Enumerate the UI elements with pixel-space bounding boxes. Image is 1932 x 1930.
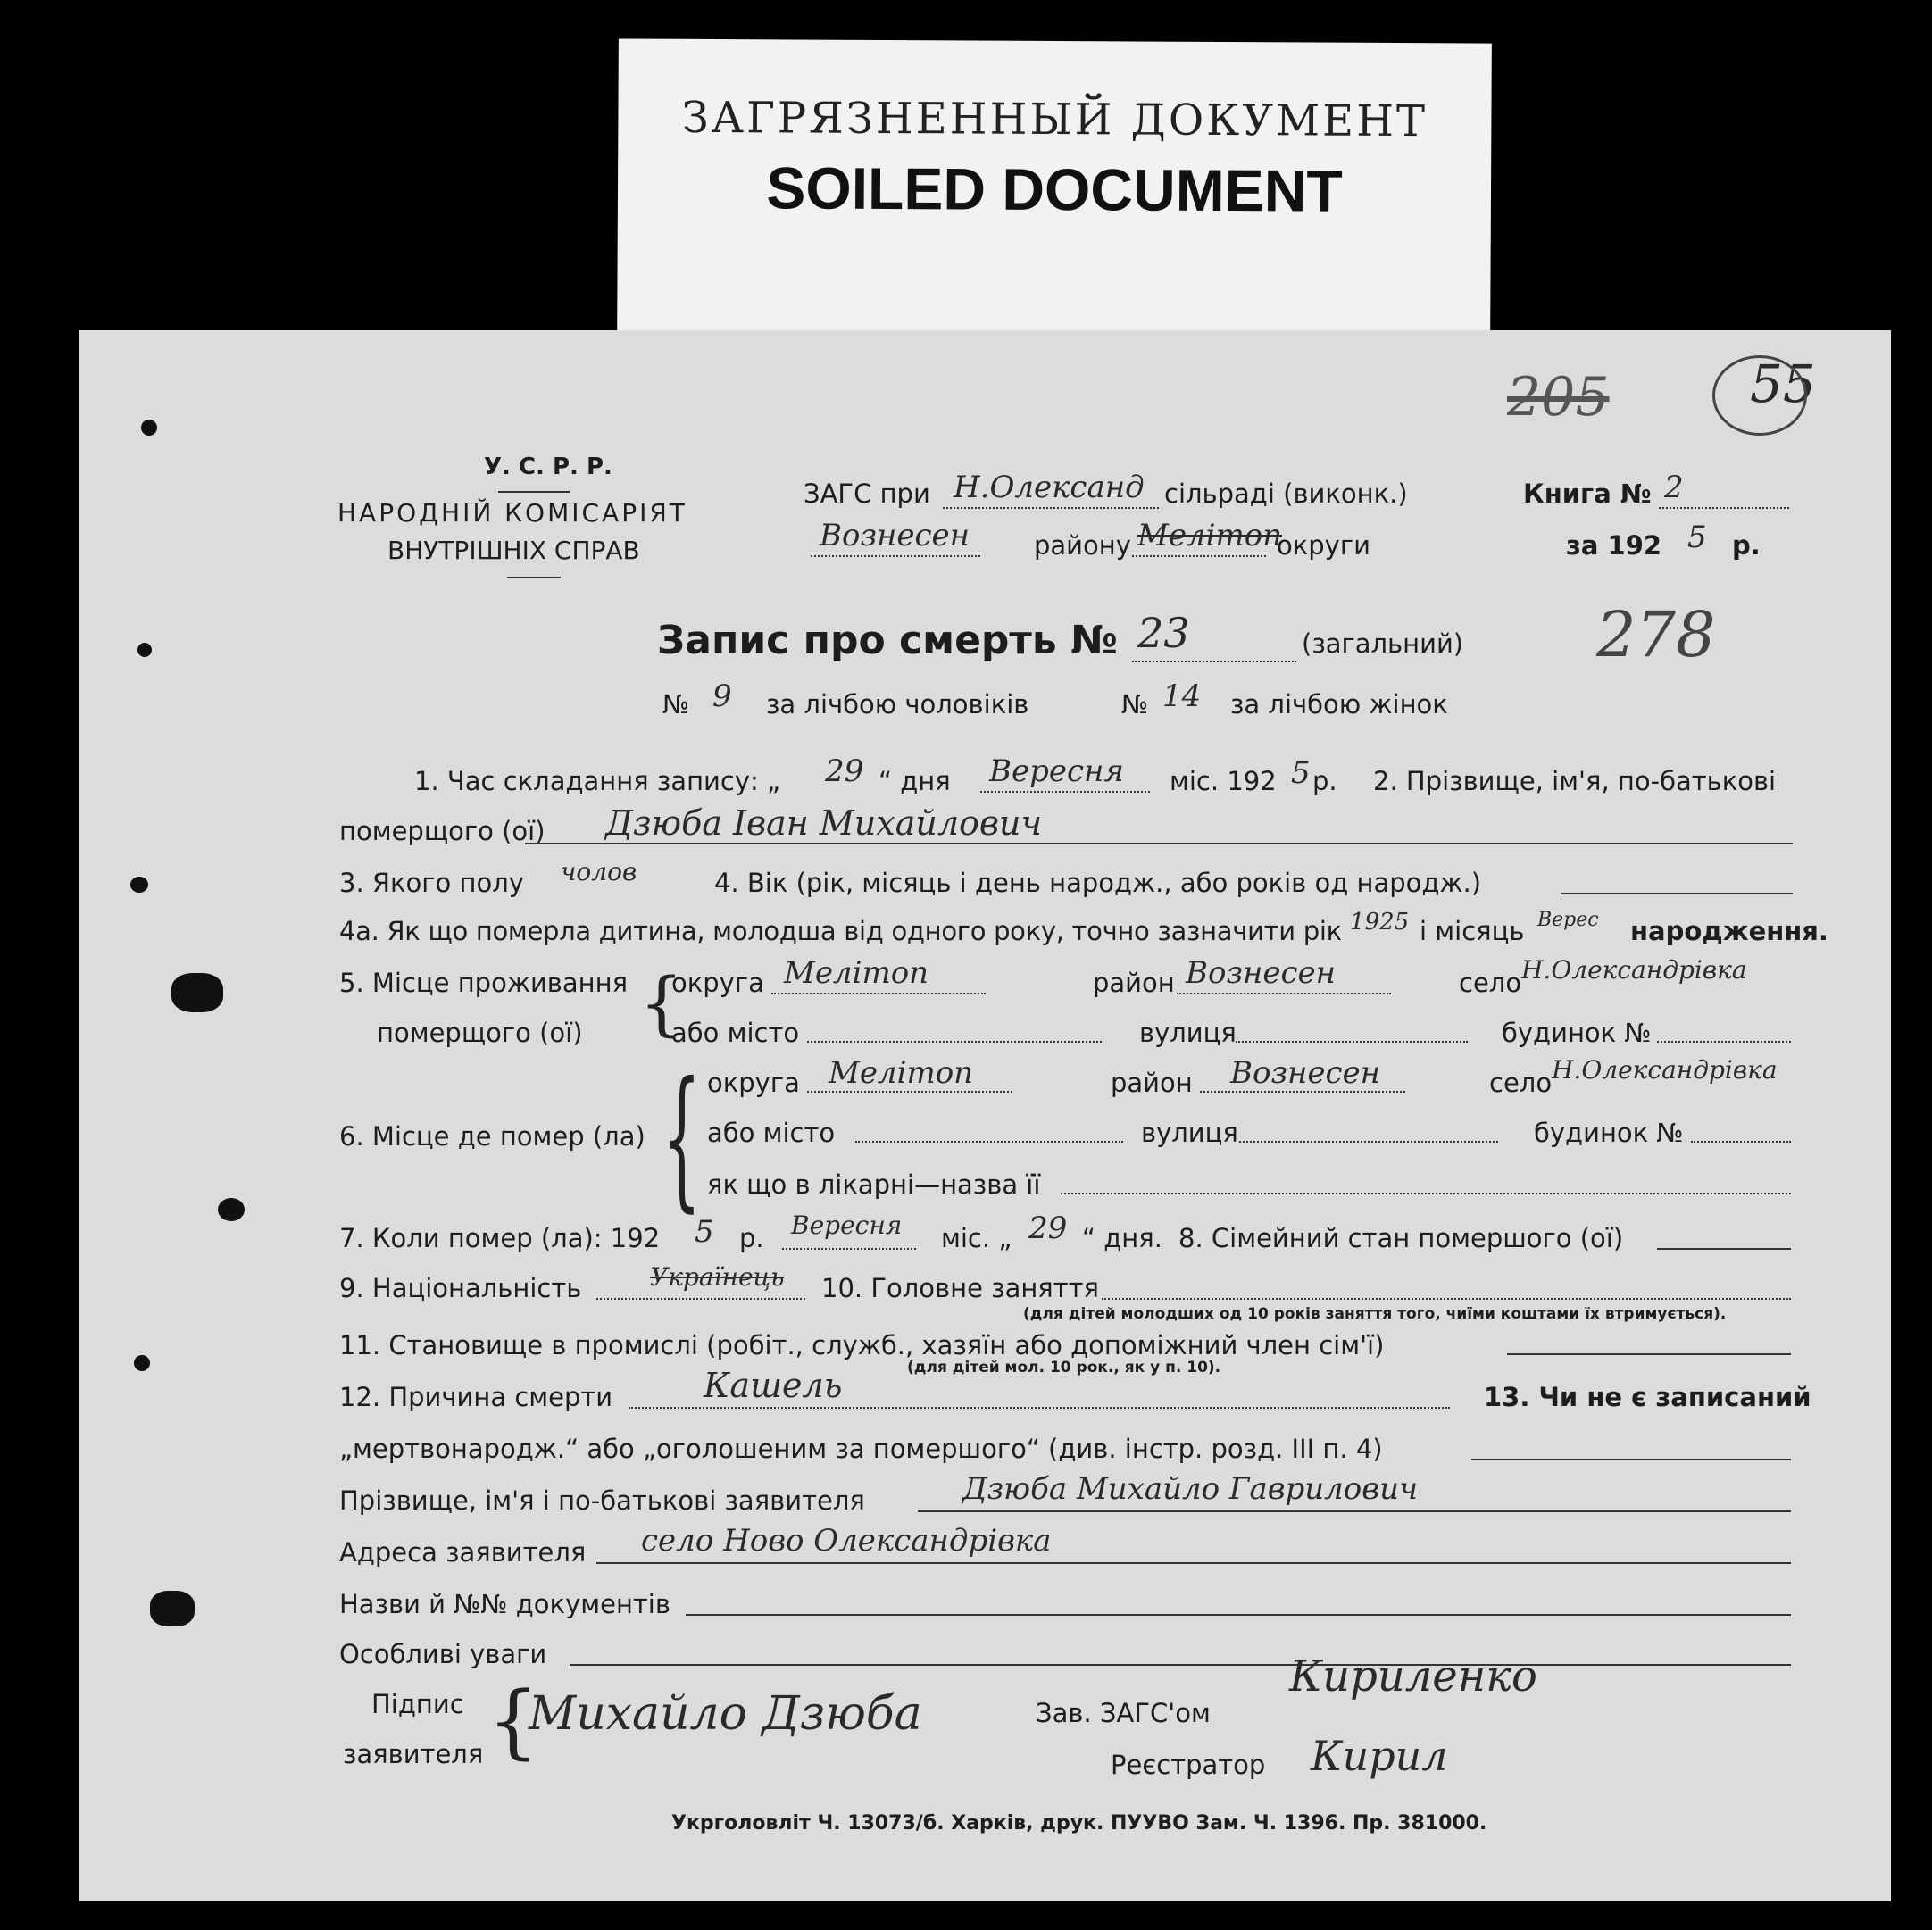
archive-number-struck: 205 [1507,366,1610,428]
blank-line [1657,1041,1791,1043]
blank-line [1507,1353,1791,1355]
documents-label: Назви й №№ документів [339,1589,670,1619]
f6-rayon: Вознесен [1230,1055,1381,1091]
zags-suffix: сільраді (виконк.) [1164,478,1408,509]
f5-okrug: Мелітоп [784,955,929,991]
blank-line [570,1664,1791,1666]
blank-line [1659,507,1789,509]
f6-rayon-label: район [1111,1068,1193,1098]
district-label: району [1034,530,1131,561]
f7-day: 29 [1028,1210,1068,1246]
male-prefix: № [662,689,690,720]
male-label: за лічбою чоловіків [766,689,1029,720]
female-number: 14 [1162,678,1202,714]
f5-label-2: померщого (ої) [377,1018,583,1048]
f10-note: (для дітей молодших од 10 років заняття того, чиїми коштами їх втримується). [1023,1305,1727,1323]
f1-mid: “ дня [879,766,951,796]
okrug-label: округи [1277,530,1370,561]
f5-rayon-label: район [1093,968,1175,998]
damage-spot [171,973,223,1012]
label-english: SOILED DOCUMENT [766,154,1343,224]
male-number: 9 [712,678,732,714]
f4a-month: Верес [1537,909,1599,931]
f7-month: Вересня [791,1210,903,1240]
archive-number-top: 55 [1750,354,1816,414]
f4a-mid: і місяць [1420,916,1525,946]
blank-line [686,1614,1791,1616]
f5-label: 5. Місце проживання [339,968,629,998]
f7-year: 5 [695,1214,714,1250]
f2-value: Дзюба Іван Михайлович [605,803,1043,843]
record-number: 23 [1137,609,1190,657]
f3-label: 3. Якого полу [339,868,524,898]
punch-hole [134,1355,150,1371]
blank-line [943,507,1159,509]
f2-label-2: померщого (ої) [339,816,545,846]
blank-line [1239,1141,1498,1143]
blank-line [980,791,1150,793]
f9-label: 9. Національність [339,1273,582,1303]
archive-number-circle [1712,355,1807,436]
f5-selo: Н.Олександрівка [1521,955,1747,985]
zags-prefix: ЗАГС при [804,478,930,509]
blank-line [1061,1193,1791,1194]
f12-note: (для дітей мол. 10 рок., як у п. 10). [907,1359,1221,1377]
f13-label: 13. Чи не є записаний [1484,1382,1811,1412]
head-label: Зав. ЗАГС'ом [1036,1698,1211,1728]
brace: { [639,964,684,1044]
punch-hole [141,420,157,436]
f2-label: 2. Прізвище, ім'я, по-батькові [1373,766,1777,796]
divider [498,491,570,493]
blank-line [1561,893,1793,894]
f13-label-2: „мертвонародж.“ або „оголошеним за помершого“ (див. інстр. розд. III п. 4) [339,1434,1383,1464]
f12-label: 12. Причина смерти [339,1382,613,1412]
soiled-document-label [617,38,1492,343]
blank-line [596,1298,805,1300]
blank-line [1236,1041,1468,1043]
record-title: Запис про смерть № [657,618,1118,663]
f1-end: р. [1312,766,1337,796]
f5-misto-label: або місто [671,1018,800,1048]
f10-label: 10. Головне заняття [821,1273,1099,1303]
signature-label: Підпис [371,1689,464,1719]
f6-label: 6. Місце де помер (ла) [339,1121,645,1152]
punch-hole [130,877,148,893]
book-label: Книга № [1523,478,1652,509]
blank-line [629,1407,1450,1409]
declarant-value: Дзюба Михайло Гаврилович [962,1471,1419,1507]
f12-value: Кашель [704,1366,843,1405]
archive-number-side: 278 [1596,598,1716,671]
year-label: за 192 [1566,530,1662,561]
blank-line [855,1141,1123,1143]
f5-okrug-label: округа [671,968,764,998]
death-record-form [79,330,1891,1901]
district-value: Вознесен [820,518,970,553]
notes-label: Особливі уваги [339,1639,547,1669]
zags-village: Н.Олександ [954,470,1145,505]
f1-year: 5 [1291,755,1311,791]
f6-okrug: Мелітоп [829,1055,974,1091]
printer-imprint: Укрголовліт Ч. 13073/б. Харків, друк. ПУУВО Зам. Ч. 1396. Пр. 381000. [671,1812,1487,1834]
blank-line [811,555,980,557]
year-value: 5 [1687,520,1707,555]
blank-line [782,1248,916,1250]
header-commissariat: НАРОДНІЙ КОМІСАРІЯТ [337,498,687,528]
female-prefix: № [1121,689,1149,720]
f4-label: 4. Вік (рік, місяць і день народж., або років од народж.) [714,868,1482,898]
blank-line [525,843,1793,844]
f4a-end: народження. [1630,916,1828,946]
declarant-signature: Михайло Дзюба [529,1687,922,1741]
brace: { [487,1675,539,1768]
f1-day: 29 [825,753,864,789]
blank-line [1471,1459,1791,1460]
divider [507,577,561,578]
f6-misto-label: або місто [707,1118,836,1148]
blank-line [1132,661,1296,662]
address-label: Адреса заявителя [339,1537,587,1568]
header-ussr: У. С. Р. Р. [484,453,612,480]
record-general-label: (загальний) [1302,628,1464,659]
blank-line [1132,555,1266,557]
f1-month: Вересня [989,753,1124,789]
damage-spot [150,1591,195,1626]
f6-house-label: будинок № [1534,1118,1684,1148]
year-suffix: р. [1732,530,1761,561]
f7-mis: міс. „ [941,1223,1012,1253]
declarant-label: Прізвище, ім'я і по-батькові заявителя [339,1485,865,1516]
f5-house-label: будинок № [1502,1018,1652,1048]
registrar-label: Реєстратор [1111,1750,1266,1780]
f1-year-label: міс. 192 [1170,766,1277,796]
blank-line [807,1091,1012,1093]
blank-line [918,1510,1791,1512]
f6-selo: Н.Олександрівка [1552,1055,1778,1085]
f5-selo-label: село [1459,968,1522,998]
f5-rayon: Вознесен [1186,955,1337,991]
blank-line [596,1562,1791,1564]
punch-hole [218,1198,245,1221]
okrug-value: Мелітоп [1137,518,1283,553]
head-signature: Кириленко [1289,1651,1537,1701]
header-commissariat-2: ВНУТРІШНІХ СПРАВ [387,536,640,565]
f5-street-label: вулиця [1139,1018,1237,1048]
address-value: село Ново Олександрівка [641,1523,1052,1559]
f8-label: 8. Сімейний стан помершого (ої) [1178,1223,1624,1253]
blank-line [771,993,986,994]
blank-line [1177,993,1391,994]
registrar-signature: Кирил [1311,1732,1448,1780]
f6-street-label: вулиця [1141,1118,1238,1148]
f7-r: р. [739,1223,764,1253]
f9-value: Українець [650,1262,785,1292]
female-label: за лічбою жінок [1230,689,1448,720]
blank-line [1200,1091,1405,1093]
f6-selo-label: село [1489,1068,1553,1098]
f6-okrug-label: округа [707,1068,800,1098]
f6-hospital-label: як що в лікарні—назва її [707,1169,1041,1200]
label-russian: ЗАГРЯЗНЕННЫЙ ДОКУМЕНТ [681,92,1428,147]
blank-line [1102,1298,1791,1300]
f7-dnia: “ дня. [1082,1223,1162,1253]
f7-label: 7. Коли помер (ла): 192 [339,1223,661,1253]
blank-line [1657,1248,1791,1250]
f4a-year: 1925 [1350,909,1410,936]
blank-line [807,1041,1102,1043]
brace: { [662,1050,702,1227]
f4a-label: 4а. Як що померла дитина, молодша від одного року, точно зазначити рік [339,916,1342,946]
f1-label: 1. Час складання запису: „ [414,766,780,796]
f11-label: 11. Становище в промислі (робіт., служб., хазяїн або допоміжний член сім'ї) [339,1330,1385,1360]
signature-label-2: заявителя [343,1739,484,1769]
book-value: 2 [1664,470,1684,505]
blank-line [1691,1141,1791,1143]
punch-hole [137,643,152,657]
f3-value: чолов [561,857,637,886]
